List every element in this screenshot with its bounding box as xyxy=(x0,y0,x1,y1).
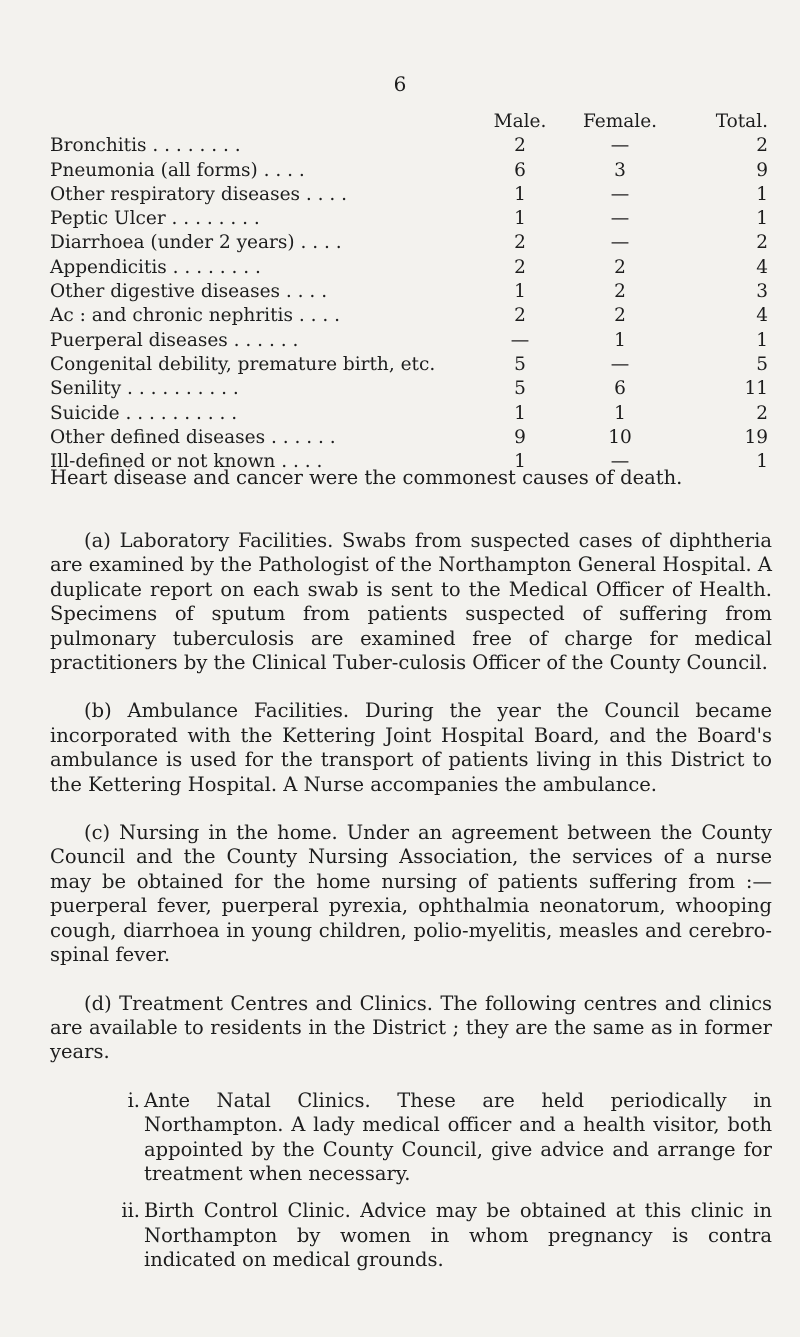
list-item-number: ii. xyxy=(121,1199,140,1223)
page-number: 6 xyxy=(393,72,407,96)
table-row xyxy=(50,329,772,353)
total-cell: 1 xyxy=(756,183,768,205)
header-male: Male. xyxy=(493,111,547,132)
clinics-list xyxy=(50,1089,772,1273)
total-cell: 4 xyxy=(756,305,768,327)
table-row xyxy=(50,353,772,377)
document-body xyxy=(50,529,772,1286)
total-cell: 9 xyxy=(756,159,768,181)
cause-cell: Bronchitis . . . . . . . . xyxy=(50,135,241,157)
cause-cell: Other respiratory diseases . . . . xyxy=(50,183,348,205)
list-item xyxy=(50,1089,772,1187)
table-row xyxy=(50,304,772,328)
female-cell: 2 xyxy=(614,305,626,327)
table-row xyxy=(50,426,772,450)
male-cell: 1 xyxy=(514,281,526,303)
total-cell: 2 xyxy=(756,232,768,254)
table-row xyxy=(50,402,772,426)
male-cell: 6 xyxy=(514,159,526,181)
summary-line: Heart disease and cancer were the commonest causes of death. xyxy=(50,466,683,489)
cause-cell: Diarrhoea (under 2 years) . . . . xyxy=(50,232,342,254)
female-cell: 1 xyxy=(614,329,626,351)
paragraph-laboratory-facilities: (a) Laboratory Facilities. Swabs from suspected cases of diphtheria are examined by the Pathologist of the Northampton General Hospital. A duplicate report on each swab is sent to the Medical Officer of Health. Specimens of sputum from patients suspected of suffering from pulmonary tuberculosis are examined free of charge for medical practitioners by the Clinical Tuber-culosis Officer of the County Council. xyxy=(50,529,772,675)
paragraph-treatment-centres: (d) Treatment Centres and Clinics. The following centres and clinics are available to residents in the District ; they are the same as in former years. xyxy=(50,991,772,1064)
female-cell: — xyxy=(610,451,630,473)
male-cell: 2 xyxy=(514,232,526,254)
female-cell: — xyxy=(610,353,630,375)
male-cell: 9 xyxy=(514,426,526,448)
cause-cell: Other digestive diseases . . . . xyxy=(50,281,328,303)
male-cell: — xyxy=(510,329,530,351)
total-cell: 1 xyxy=(756,329,768,351)
total-cell: 1 xyxy=(756,208,768,230)
total-cell: 2 xyxy=(756,135,768,157)
total-cell: 4 xyxy=(756,256,768,278)
table-row xyxy=(50,377,772,401)
female-cell: 1 xyxy=(614,402,626,424)
list-item-number: i. xyxy=(127,1088,140,1112)
male-cell: 2 xyxy=(514,135,526,157)
table-row xyxy=(50,183,772,207)
male-cell: 1 xyxy=(514,208,526,230)
female-cell: 2 xyxy=(614,256,626,278)
female-cell: — xyxy=(610,232,630,254)
male-cell: 5 xyxy=(514,353,526,375)
male-cell: 1 xyxy=(514,402,526,424)
male-cell: 1 xyxy=(514,451,526,473)
header-female: Female. xyxy=(582,111,658,132)
cause-cell: Ill-defined or not known . . . . xyxy=(50,451,323,473)
list-item-text: Birth Control Clinic. Advice may be obtained at this clinic in Northampton by women in whom pregnancy is contra indicated on medical grounds. xyxy=(144,1199,772,1272)
total-cell: 5 xyxy=(756,353,768,375)
table-row xyxy=(50,207,772,231)
cause-cell: Ac : and chronic nephritis . . . . xyxy=(50,305,340,327)
female-cell: 3 xyxy=(614,159,626,181)
header-total: Total. xyxy=(715,111,768,132)
total-cell: 11 xyxy=(744,378,768,400)
cause-cell: Senility . . . . . . . . . . xyxy=(50,378,239,400)
list-item xyxy=(50,1199,772,1272)
female-cell: 6 xyxy=(614,378,626,400)
table-row xyxy=(50,280,772,304)
cause-cell: Puerperal diseases . . . . . . xyxy=(50,329,299,351)
table-row xyxy=(50,159,772,183)
cause-cell: Congenital debility, premature birth, etc. xyxy=(50,353,436,375)
male-cell: 5 xyxy=(514,378,526,400)
female-cell: — xyxy=(610,183,630,205)
total-cell: 19 xyxy=(744,426,768,448)
total-cell: 1 xyxy=(756,451,768,473)
paragraph-ambulance-facilities: (b) Ambulance Facilities. During the year the Council became incorporated with the Kettering Joint Hospital Board, and the Board's ambulance is used for the transport of patients living in this District to the Kettering Hospital. A Nurse accompanies the ambulance. xyxy=(50,699,772,796)
cause-cell: Pneumonia (all forms) . . . . xyxy=(50,159,305,181)
male-cell: 1 xyxy=(514,183,526,205)
list-item-text: Ante Natal Clinics. These are held periodically in Northampton. A lady medical officer and a health visitor, both appointed by the County Council, give advice and arrange for treatment when necessary. xyxy=(144,1088,772,1185)
female-cell: 10 xyxy=(608,426,632,448)
paragraph-nursing-in-the-home: (c) Nursing in the home. Under an agreement between the County Council and the County Nursing Association, the services of a nurse may be obtained for the home nursing of patients suffering from :—puerperal fever, puerperal pyrexia, ophthalmia neonatorum, whooping cough, diarrhoea in young children, polio-myelitis, measles and cerebro-spinal fever. xyxy=(50,821,772,967)
table-header-row xyxy=(50,110,772,134)
cause-cell: Peptic Ulcer . . . . . . . . xyxy=(50,208,260,230)
total-cell: 3 xyxy=(756,281,768,303)
female-cell: — xyxy=(610,135,630,157)
cause-cell: Suicide . . . . . . . . . . xyxy=(50,402,238,424)
female-cell: 2 xyxy=(614,281,626,303)
male-cell: 2 xyxy=(514,256,526,278)
total-cell: 2 xyxy=(756,402,768,424)
table-row xyxy=(50,256,772,280)
cause-cell: Other defined diseases . . . . . . xyxy=(50,426,336,448)
table-row xyxy=(50,134,772,158)
table-row xyxy=(50,231,772,255)
female-cell: — xyxy=(610,208,630,230)
cause-cell: Appendicitis . . . . . . . . xyxy=(50,256,261,278)
causes-of-death-table xyxy=(50,110,772,474)
male-cell: 2 xyxy=(514,305,526,327)
